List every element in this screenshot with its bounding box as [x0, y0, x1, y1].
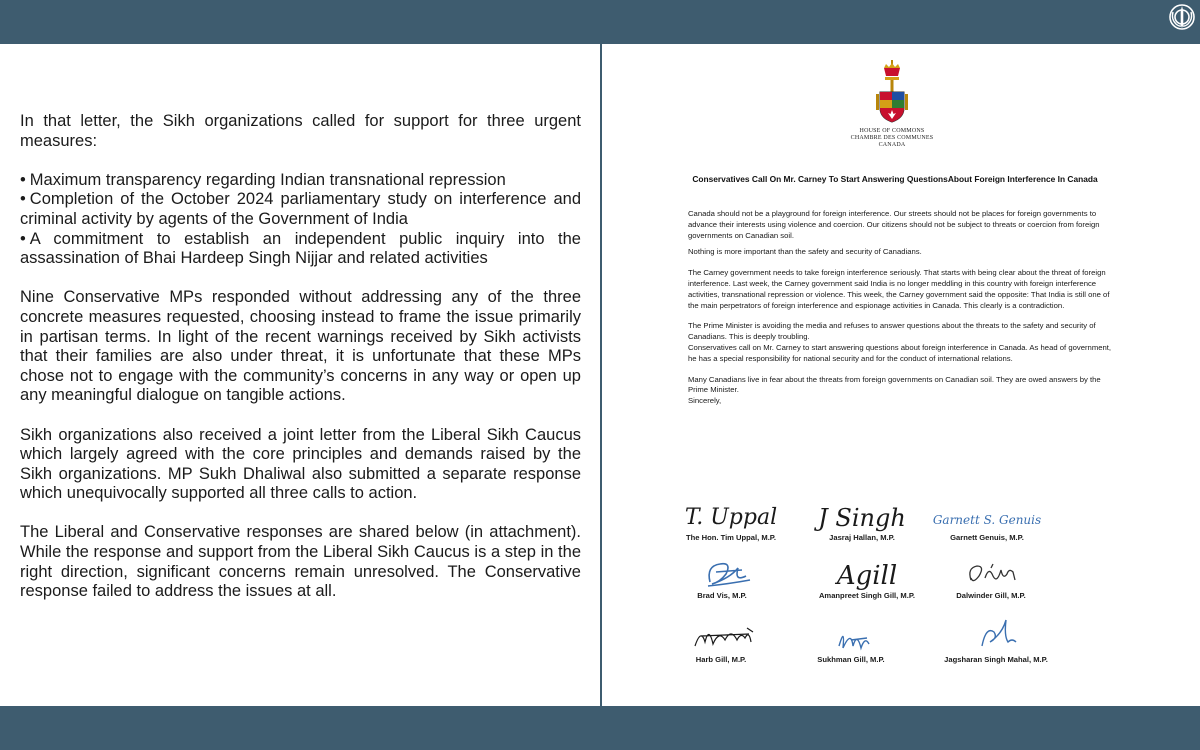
signatory-name: Jasraj Hallan, M.P.: [829, 533, 895, 542]
handwritten-signature: [672, 556, 772, 590]
svg-text:J Singh: J Singh: [818, 504, 906, 532]
house-of-commons-crest-icon: [872, 58, 912, 128]
signatory-name: Amanpreet Singh Gill, M.P.: [818, 591, 916, 600]
measure-item: • A commitment to establish an independent public inquiry into the assassination of Bhai Hardeep Singh Nijjar and related activities: [20, 229, 581, 268]
signatory-name: Harb Gill, M.P.: [695, 655, 747, 664]
signatory-name: Garnett Genuis, M.P.: [950, 533, 1024, 542]
intro-paragraph: In that letter, the Sikh organizations called for support for three urgent measures:: [20, 112, 581, 150]
letter-paragraph: The Prime Minister is avoiding the media and refuses to answer questions about the threats to the safety and security of Canadians. This is deeply troubling.: [688, 321, 1096, 342]
signature-block: [656, 500, 806, 542]
liberal-paragraph: Sikh organizations also received a joint letter from the Liberal Sikh Caucus which largely agreed with the core principles and demands raised by the Sikh organizations. MP Sukh Dhaliwal also submitted a separate response which unequivocally supported all three calls to action.: [20, 425, 581, 503]
letter-paragraph: Conservatives call on Mr. Carney to start answering questions about foreign interference in Canada. As head of government, he has a special responsibility for national security and for the conduct of international relations.: [688, 342, 1112, 363]
bottom-banner: [0, 706, 1200, 750]
letter-paragraph: The Carney government needs to take foreign interference seriously. That starts with being clear about the threat of foreign interference. Last week, the Carney government said India is no longer meddling in this country with foreign interference activities, transnational repression or violence. This week, the Carney government said the opposite: That India is still one of the main perpetrators of foreign interference and espionage activities in Canada. This clearly is a contradiction.: [688, 268, 1110, 310]
handwritten-signature: [927, 500, 1047, 532]
handwritten-signature: [671, 618, 771, 654]
handwritten-signature: [946, 612, 1046, 654]
signatory-name: Brad Vis, M.P.: [697, 591, 747, 600]
signatory-name: Sukhman Gill, M.P.: [817, 655, 885, 664]
letter-title: Conservatives Call On Mr. Carney To Start Answering QuestionsAbout Foreign Interference In Canada: [692, 174, 1098, 184]
signatory-name: Jagsharan Singh Mahal, M.P.: [944, 655, 1048, 664]
handwritten-signature: [817, 556, 917, 590]
handwritten-signature: [681, 500, 781, 532]
signature-block: [776, 618, 926, 664]
signature-block: [647, 556, 797, 600]
letter-body: [688, 209, 1116, 413]
signature-block: [646, 618, 796, 664]
statement-text: [20, 112, 581, 621]
signature-block: [912, 500, 1062, 542]
svg-text:Agill: Agill: [836, 561, 898, 590]
khanda-emblem-icon: [1168, 3, 1196, 31]
letter-paragraph: Many Canadians live in fear about the threats from foreign governments on Canadian soil. They are owed answers by the Prime Minister.: [688, 374, 1101, 395]
signatory-name: The Hon. Tim Uppal, M.P.: [685, 533, 776, 542]
signature-block: [916, 556, 1066, 600]
handwritten-signature: [801, 618, 901, 654]
svg-text:T. Uppal: T. Uppal: [684, 505, 778, 530]
signature-block: [921, 612, 1071, 664]
letter-paragraph: Canada should not be a playground for foreign interference. Our streets should not be places for foreign governments to advance their interests using violence and coercion. Our citizens should not be subject to threats or coercion from foreign governments on Canadian soil.: [688, 209, 1100, 240]
handwritten-signature: [812, 500, 912, 532]
letterhead: HOUSE OF COMMONS CHAMBRE DES COMMUNES CANADA: [850, 128, 934, 149]
column-divider: [600, 44, 602, 706]
signatory-name: Dalwinder Gill, M.P.: [956, 591, 1026, 600]
top-banner: [0, 0, 1200, 44]
measures-list: [20, 171, 581, 269]
conclusion-paragraph: The Liberal and Conservative responses are shared below (in attachment). While the response and support from the Liberal Sikh Caucus is a step in the right direction, significant concerns remain unresolved. The Conservative response failed to address the issues at all.: [20, 523, 581, 601]
letter-closing: Sincerely,: [688, 396, 722, 406]
letter-paragraph: Nothing is more important than the safety and security of Canadians.: [688, 247, 922, 257]
svg-text:Garnett S. Genuis: Garnett S. Genuis: [932, 513, 1042, 527]
measure-item: • Completion of the October 2024 parliamentary study on interference and criminal activity by agents of the Government of India: [20, 190, 581, 228]
measure-item: • Maximum transparency regarding Indian transnational repression: [20, 170, 506, 189]
handwritten-signature: [941, 556, 1041, 590]
conservative-paragraph: Nine Conservative MPs responded without addressing any of the three concrete measures requested, choosing instead to frame the issue primarily in partisan terms. In light of the recent warnings received by Sikh activists that their families are also under threat, it is unfortunate that these MPs chose not to engage with the community’s concerns in any way or open up any meaningful dialogue on tangible actions.: [20, 288, 581, 405]
